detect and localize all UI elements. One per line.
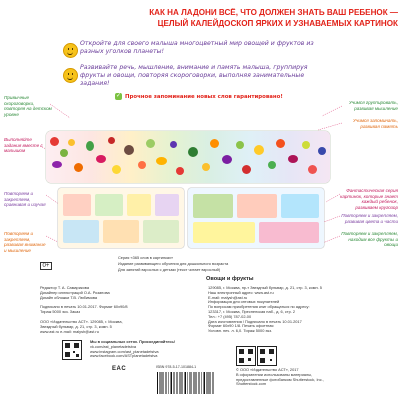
social-links [90, 340, 175, 359]
callout-left-1: Привычные скороговорки, повторяя на детском уровне [4, 95, 52, 117]
radish-icon [96, 155, 106, 163]
imprint-right-line: Условн. печ. л. 6,0. Тираж 5000 экз. [208, 328, 273, 334]
callout-left-3: Повторяем и закрепляем, сравнивая и изучая [4, 191, 46, 208]
imprint-right-line: Наш электронный адрес: www.ast.ru [208, 289, 274, 295]
copyright-line: предоставленные фотобанком Shutterstock, Inc., [236, 376, 324, 382]
imprint-right-line: Дата изготовления / Подписано в печать 10.01.2017 [208, 318, 302, 324]
qr-code-icon [236, 346, 256, 366]
imprint-right-line: Информация для оптовых покупателей [208, 299, 280, 305]
social-heading: Мы в социальных сетях. Присоединяйтесь! [90, 339, 176, 344]
social-link: www.instagram.com/ast_planetadetstva [90, 348, 159, 354]
grape-icon [222, 155, 232, 164]
intro-paragraph-1: Откройте для своего малыша многоцветный мир овощей и фруктов из разных уголков планеты! [80, 40, 314, 55]
tomato-icon [50, 137, 59, 146]
imprint-left [40, 286, 128, 315]
callout-right-5: Повторяем и закрепляем, находим все фрукты и овощи [341, 231, 398, 248]
callout-left-4: Повторяем и закрепляем, развивая внимание и мышление [4, 231, 46, 253]
headline-line-2: ЦЕЛЫЙ КАЛЕЙДОСКОП ЯРКИХ И УЗНАВАЕМЫХ КАРТИНОК [157, 18, 398, 28]
sample-spread-left [58, 188, 184, 248]
series-name: Серия «365 слов в картинках» [118, 255, 174, 260]
callout-right-2: Учимся запоминать, развивая память [353, 118, 398, 129]
guarantee-text: Прочное запоминание новых слов гарантировано! [125, 94, 283, 100]
copyright-line: © ООО «Издательство АСТ», 2017 [236, 367, 299, 372]
sample-spread-right [188, 188, 324, 248]
raspberry-icon [308, 165, 317, 174]
callout-left-2: Выполняйте задания вместе с малышом [4, 137, 43, 154]
qr-code-icon [257, 346, 277, 366]
eggplant-icon [52, 161, 62, 168]
imprint-left-line: Подписано в печать 10.01.2017. Формат 60х90/8 [40, 304, 128, 310]
imprint-left-line: Тираж 5000 экз. Заказ [40, 308, 81, 314]
watermelon-icon [188, 147, 198, 157]
publisher-line: ООО «Издательство АСТ». 129085, г. Москва, [40, 319, 123, 324]
imprint-right-line: По вопросам приобретения книг обращаться по адресу: [208, 304, 310, 310]
callout-right-4: Повторяем и закрепляем, развивая цвета и части [341, 213, 398, 224]
lemon-icon [68, 139, 75, 146]
series-audience: Для занятий взрослых с детьми (текст читает взрослый) [118, 267, 221, 272]
social-link: vk.com/ast_planetadetstva [90, 343, 137, 349]
imprint-left-line: Редактор Т. А. Самарикова [40, 285, 89, 290]
callout-right-1: Учимся группировать, развивая мышление [348, 100, 398, 111]
imprint-right-line: E-mail: malysh@ast.ru [208, 294, 248, 300]
beet-icon [288, 155, 298, 163]
pineapple-icon [254, 145, 264, 155]
series-edition: Издание развивающего обучения для дошкольного возраста [118, 261, 229, 266]
eac-certification-mark: EAC [112, 366, 127, 372]
pepper-icon [268, 161, 276, 169]
headline-line-1: КАК НА ЛАДОНИ ВСЁ, ЧТО ДОЛЖЕН ЗНАТЬ ВАШ РЕБЕНОК — [149, 8, 398, 17]
imprint-right [208, 286, 322, 334]
lime-icon [302, 141, 310, 149]
kiwi-icon [236, 141, 244, 149]
callout-right-3: Фантастическая серия картинок, которые знает каждый ребенок, развиваем кругозор [340, 188, 398, 210]
social-link: www.facebook.com/ASTplanetadetstva [90, 353, 158, 359]
plum-icon [170, 141, 177, 148]
cherry-icon [108, 137, 115, 144]
copyright-block [236, 368, 324, 387]
orange-icon [74, 163, 83, 172]
checkmark-icon: ✓ [115, 93, 122, 99]
copyright-line: Shutterstock.com [236, 381, 267, 387]
cucumber-icon [86, 141, 94, 151]
publisher-line: Звездный бульвар, д. 21, стр. 3, комн. 5 [40, 323, 112, 329]
banana-icon [202, 163, 210, 171]
imprint-right-line: 123317, г. Москва, Пресненская наб., д. 6, стр. 2 [208, 308, 296, 314]
imprint-right-line: Формат 60х90 1/8. Печать офсетная [208, 323, 274, 329]
mango-icon [276, 139, 285, 148]
potato-icon [124, 145, 134, 155]
qr-code-icon [62, 340, 82, 360]
imprint-right-line: Тел.: +7 (495) 787-02-00 [208, 313, 252, 319]
cabbage-icon [146, 139, 155, 148]
publisher-info [40, 320, 123, 334]
blueberry-icon [318, 147, 326, 155]
isbn-text: ISBN 978-5-17-101884-1 [156, 365, 197, 369]
imprint-left-line: Дизайн обложки Т.В. Любимова [40, 294, 98, 300]
age-rating: 0+ [40, 262, 52, 270]
imprint-left-line: Дизайнер иллюстраций О.А. Розанова [40, 289, 110, 295]
pomegranate-icon [242, 165, 251, 174]
barcode-icon [157, 372, 215, 394]
peach-icon [138, 161, 146, 169]
strawberry-icon [176, 167, 184, 175]
fruit-vegetable-illustration-strip [46, 131, 330, 183]
pumpkin-icon [156, 157, 167, 165]
publisher-line: www.ast.ru e-mail: malysh@ast.ru [40, 328, 99, 334]
copyright-line: В оформлении использованы материалы, [236, 371, 313, 377]
apple-icon [60, 149, 68, 157]
imprint-right-line: 129085, г. Москва, пр-т Звездный бульвар, д. 21, стр. 3, комн. 5 [208, 285, 322, 290]
pear-icon [112, 165, 121, 174]
book-title: Овощи и фрукты [206, 276, 254, 282]
intro-paragraph-2: Развивайте речь, мышление, внимание и память малыша, группируя фрукты и овощи, повторяя скороговорки, выполняя занимательные задания! [80, 64, 308, 87]
apricot-icon [210, 139, 219, 148]
